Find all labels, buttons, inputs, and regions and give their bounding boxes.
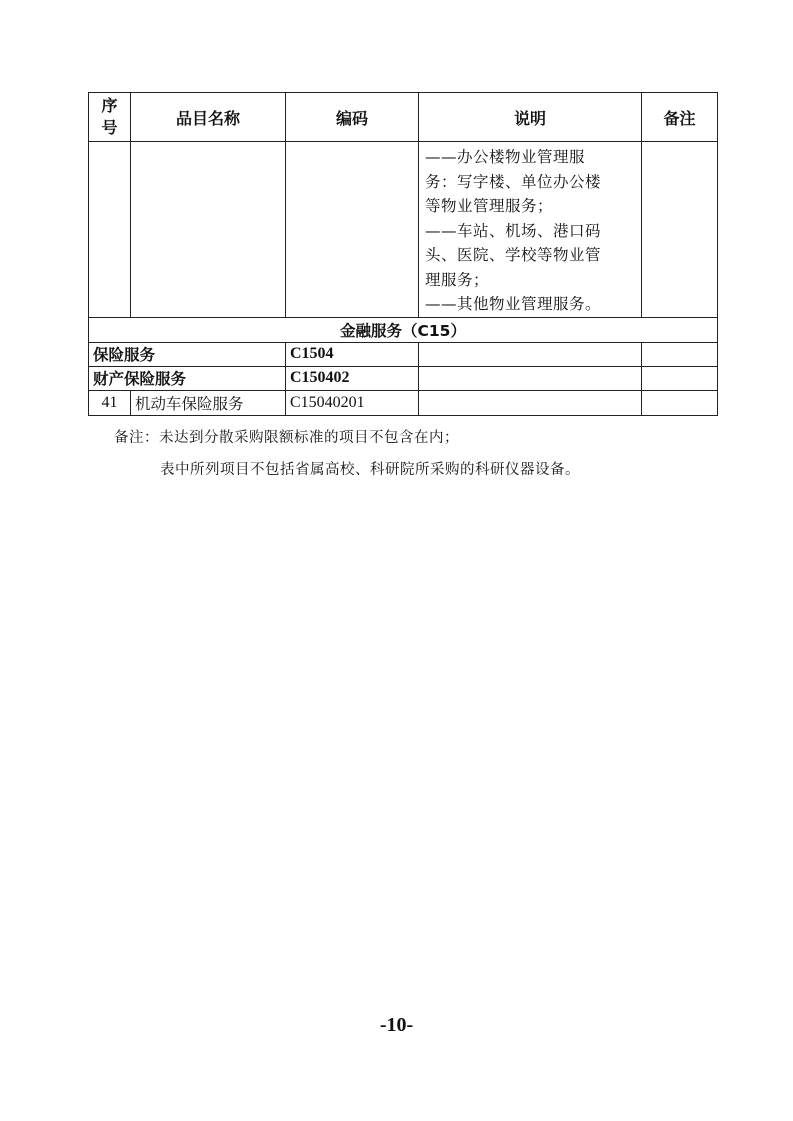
table-header-row xyxy=(89,93,718,142)
header-seq-line1: 序 xyxy=(101,96,118,115)
desc-line: 头、医院、学校等物业管 xyxy=(425,246,602,264)
cell-remark xyxy=(642,342,718,366)
desc-line: ——其他物业管理服务。 xyxy=(425,295,602,313)
cell-desc xyxy=(419,366,642,390)
note-line-2: 表中所列项目不包括省属高校、科研院所采购的科研仪器设备。 xyxy=(160,462,580,478)
cell-desc xyxy=(419,142,642,318)
cell-remark xyxy=(642,366,718,390)
item-code: C15040201 xyxy=(286,390,419,415)
cell-desc xyxy=(419,342,642,366)
note-line-1: 备注：未达到分散采购限额标准的项目不包含在内； xyxy=(114,430,459,446)
header-code: 编码 xyxy=(286,93,419,142)
desc-line: ——车站、机场、港口码 xyxy=(425,221,602,240)
cell-seq xyxy=(89,142,131,318)
header-seq-line2: 号 xyxy=(101,118,118,137)
section-row xyxy=(89,317,718,342)
cell-remark xyxy=(642,142,718,318)
table-row xyxy=(89,390,718,415)
header-desc: 说明 xyxy=(419,93,642,142)
page-number: -10- xyxy=(379,1014,414,1036)
category-code: C150402 xyxy=(286,366,419,390)
table-row xyxy=(89,342,718,366)
cell-desc xyxy=(419,390,642,415)
header-name: 品目名称 xyxy=(131,93,286,142)
header-seq xyxy=(89,93,131,142)
header-remark: 备注 xyxy=(642,93,718,142)
cell-code xyxy=(286,142,419,318)
cell-remark xyxy=(642,390,718,415)
desc-line: 务：写字楼、单位办公楼 xyxy=(425,172,602,191)
desc-line: 理服务； xyxy=(425,270,490,289)
table-row xyxy=(89,366,718,390)
category-name: 保险服务 xyxy=(89,342,286,366)
table-row xyxy=(89,142,718,318)
cell-name xyxy=(131,142,286,318)
category-code: C1504 xyxy=(286,342,419,366)
section-title: 金融服务（C15） xyxy=(89,317,718,342)
desc-line: ——办公楼物业管理服 xyxy=(425,148,586,166)
item-num: 41 xyxy=(89,390,131,415)
item-name: 机动车保险服务 xyxy=(131,390,286,415)
category-name: 财产保险服务 xyxy=(89,366,286,390)
desc-line: 等物业管理服务； xyxy=(425,197,554,215)
catalog-table xyxy=(88,92,718,416)
